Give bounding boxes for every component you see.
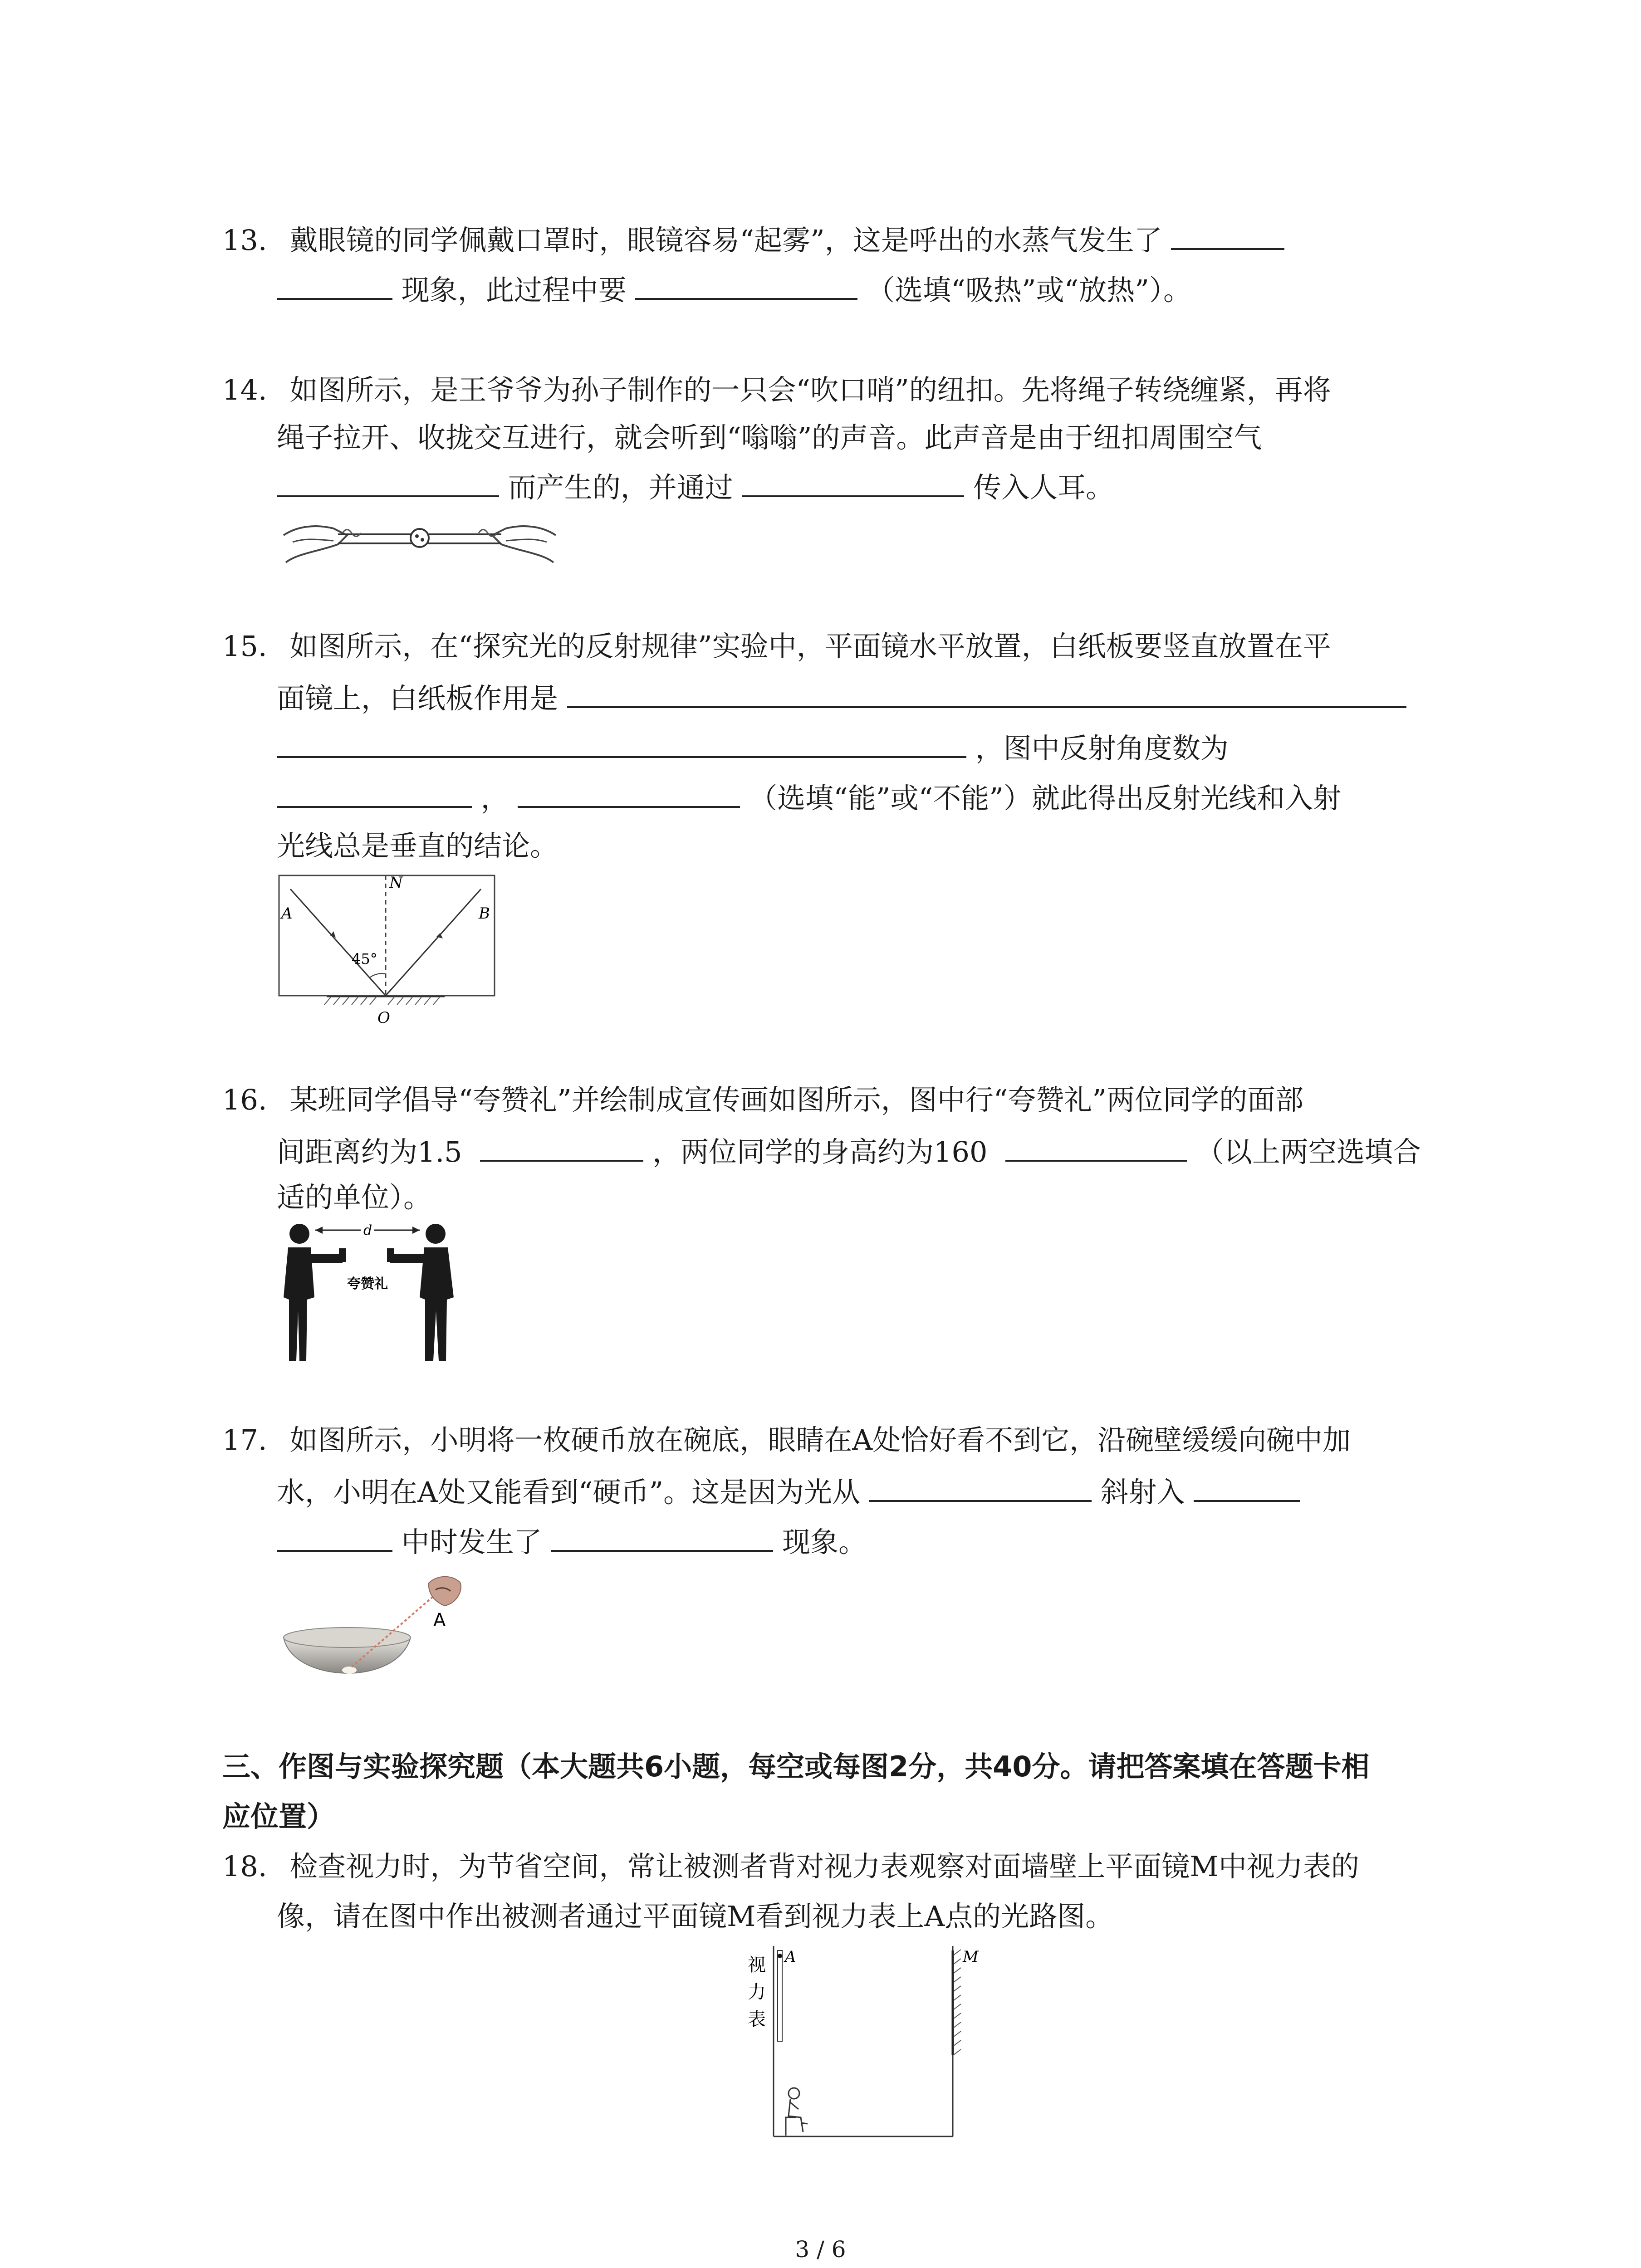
eye-chart-char-2: 力 [748, 1982, 766, 2003]
q17-blank2a[interactable] [1194, 1472, 1300, 1502]
q17-text3a: 中时发生了 [401, 1525, 542, 1559]
q15-text5: 光线总是垂直的结论。 [277, 829, 558, 862]
q16-number: 16. [222, 1083, 267, 1116]
q15-line1 [222, 628, 1331, 665]
q13-blank1a[interactable] [1171, 220, 1284, 250]
q16-line1 [222, 1082, 1303, 1118]
q14-blank2[interactable] [742, 467, 964, 497]
q15-blank1a[interactable] [567, 678, 1406, 708]
q13-number: 13. [222, 224, 267, 257]
q17-text1: 如图所示，小明将一枚硬币放在碗底，眼睛在A处恰好看不到它，沿碗壁缓缓向碗中加 [289, 1423, 1351, 1457]
left-person-silhouette [284, 1224, 346, 1361]
q17-line1 [222, 1422, 1351, 1458]
q17-text3b: 现象。 [782, 1525, 867, 1559]
seated-person-figure [785, 2088, 808, 2136]
q18-line1 [222, 1848, 1359, 1885]
eye-chart [778, 1950, 782, 2041]
q15-text4b: （选填“能”或“不能”）就此得出反射光线和入射 [749, 782, 1341, 815]
section3-title-line1: 三、作图与实验探究题（本大题共6小题，每空或每图2分，共40分。请把答案填在答题卡相 [222, 1750, 1370, 1783]
q13-text2a: 现象，此过程中要 [401, 274, 627, 307]
q13-blank2[interactable] [635, 270, 857, 300]
q17-number: 17. [222, 1423, 267, 1457]
q14-text1: 如图所示，是王爷爷为孙子制作的一只会“吹口哨”的纽扣。先将绳子转绕缠紧，再将 [289, 373, 1331, 406]
q14-line2 [277, 420, 1262, 456]
point-a [778, 1954, 782, 1958]
label-o: O [377, 1009, 390, 1027]
q15-text1: 如图所示，在“探究光的反射规律”实验中，平面镜水平放置，白纸板要竖直放置在平 [289, 630, 1331, 663]
eye-chart-char-1: 视 [748, 1955, 766, 1975]
q16-line2 [277, 1132, 1421, 1170]
reflection-experiment-figure [277, 873, 504, 1027]
label-a: A [785, 1948, 796, 1966]
q15-line3 [277, 728, 1229, 767]
q14-blank1[interactable] [277, 467, 499, 497]
q18-text1: 检查视力时，为节省空间，常让被测者背对视力表观察对面墙壁上平面镜M中视力表的 [289, 1850, 1359, 1883]
button-whistle-figure [279, 508, 560, 572]
label-d: d [363, 1222, 372, 1238]
q16-text2c: （以上两空选填合 [1195, 1135, 1421, 1168]
q14-text2: 绳子拉开、收拢交互进行，就会听到“嗡嗡”的声音。此声音是由于纽扣周围空气 [277, 421, 1262, 454]
q16-text1: 某班同学倡导“夸赞礼”并绘制成宣传画如图所示，图中行“夸赞礼”两位同学的面部 [289, 1083, 1304, 1116]
q14-text3b: 传入人耳。 [973, 471, 1114, 504]
figure-caption: 夸赞礼 [347, 1276, 388, 1292]
q14-number: 14. [222, 373, 267, 406]
q15-text3: ，图中反射角度数为 [975, 732, 1229, 765]
q15-line2 [277, 678, 1406, 717]
q15-blank1b[interactable] [277, 728, 966, 758]
q15-line4 [277, 778, 1341, 816]
q17-line3 [277, 1522, 867, 1560]
white-paper-board [279, 875, 495, 996]
compliment-gesture-figure [279, 1220, 470, 1370]
q14-text3a: 而产生的，并通过 [508, 471, 733, 504]
q13-text2b: （选填“吸热”或“放热”）。 [867, 274, 1191, 307]
q15-blank2[interactable] [277, 778, 472, 808]
q13-line2 [277, 270, 1191, 308]
label-n: N [389, 874, 403, 892]
right-person-silhouette [387, 1224, 454, 1361]
label-m: M [963, 1948, 979, 1966]
q16-text2b: ，两位同学的身高约为160 [652, 1135, 988, 1168]
bowl-coin-figure [279, 1569, 488, 1696]
q16-text2a: 间距离约为1.5 [277, 1135, 462, 1168]
q16-blank2[interactable] [1005, 1132, 1187, 1162]
q15-number: 15. [222, 630, 267, 663]
page-number: 3 / 6 [795, 2236, 846, 2263]
q17-text2b: 斜射入 [1100, 1476, 1185, 1509]
q17-text2a: 水，小明在A处又能看到“硬币”。这是因为光从 [277, 1476, 861, 1509]
q17-blank3[interactable] [551, 1522, 773, 1552]
q15-line5 [277, 828, 558, 864]
q16-line3 [277, 1179, 431, 1216]
label-angle: 45° [352, 950, 377, 968]
q15-text2: 面镜上，白纸板作用是 [277, 682, 558, 715]
label-b: B [479, 904, 490, 923]
q15-blank3[interactable] [518, 778, 740, 808]
label-a: A [281, 904, 293, 923]
q14-line1 [222, 372, 1331, 408]
q17-blank1[interactable] [869, 1472, 1092, 1502]
q18-text2: 像，请在图中作出被测者通过平面镜M看到视力表上A点的光路图。 [277, 1900, 1114, 1933]
q13-text1: 戴眼镜的同学佩戴口罩时，眼镜容易“起雾”，这是呼出的水蒸气发生了 [289, 224, 1162, 257]
q13-line1 [222, 220, 1284, 259]
eye-figure [429, 1577, 461, 1606]
label-a: A [433, 1610, 446, 1631]
q16-blank1[interactable] [480, 1132, 643, 1162]
q18-line2 [277, 1898, 1113, 1935]
section3-title-line2: 应位置） [222, 1800, 335, 1833]
q13-blank1b[interactable] [277, 270, 392, 300]
q14-line3 [277, 467, 1114, 506]
eye-chart-room-figure [740, 1946, 994, 2146]
q16-text3: 适的单位）。 [277, 1181, 432, 1214]
q17-line2 [277, 1472, 1300, 1510]
coin [342, 1667, 357, 1674]
q17-blank2b[interactable] [277, 1522, 392, 1552]
eye-chart-char-3: 表 [748, 2009, 766, 2030]
q15-text4a: ， [480, 782, 509, 815]
q18-number: 18. [222, 1850, 267, 1883]
